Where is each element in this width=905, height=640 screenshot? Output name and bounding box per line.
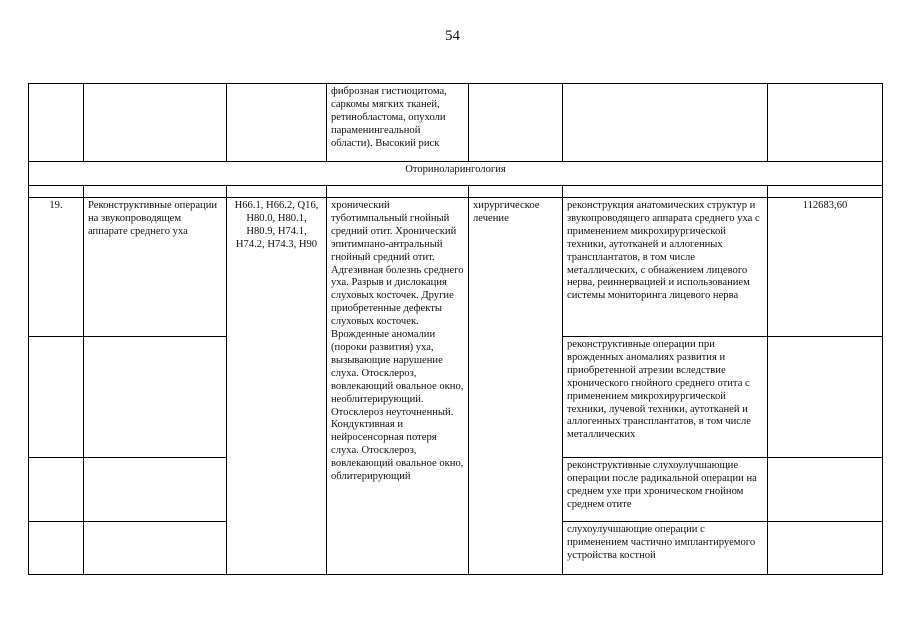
table-cell	[327, 186, 469, 198]
table-cell	[768, 522, 883, 575]
table-cell	[84, 337, 227, 458]
medical-care-table	[28, 83, 883, 575]
entry-amount: 112683,60	[768, 198, 883, 337]
table-cell	[84, 458, 227, 522]
table-cell	[29, 337, 84, 458]
entry-name: Реконструктивные операции на звукопроводящем аппарате среднего уха	[84, 198, 227, 337]
method-cell: слухоулучшающие операции с применением частично имплантируемого устройства костной	[563, 522, 768, 575]
method-cell: реконструкция анатомических структур и звукопроводящего аппарата среднего уха с применением микрохирургической техники, аутотканей и аллогенных трансплантатов, в том числе металлических, с обнажением лицевого нерва, реиннервацией и использованием системы мониторинга лицевого нерва	[563, 198, 768, 337]
table-cell	[84, 186, 227, 198]
table-cell	[29, 84, 84, 162]
table-cell	[768, 337, 883, 458]
table-cell	[768, 186, 883, 198]
table-row	[29, 84, 883, 162]
table-cell	[469, 84, 563, 162]
table-cell	[227, 186, 327, 198]
entry-codes: H66.1, H66.2, Q16, H80.0, H80.1, H80.9, H74.1, H74.2, H74.3, H90	[227, 198, 327, 575]
entry-number: 19.	[29, 198, 84, 337]
table-cell	[29, 522, 84, 575]
table-cell	[563, 186, 768, 198]
table-cell	[563, 84, 768, 162]
entry-diagnosis: хронический туботимпальный гнойный средний отит. Хронический эпитимпано-антральный гнойный средний отит. Адгезивная болезнь среднего уха. Разрыв и дислокация слуховых косточек. Другие приобретенные дефекты слуховых косточек. Врожденные аномалии (пороки развития) уха, вызывающие нарушение слуха. Отосклероз, вовлекающий овальное окно, необлитерирующий. Отосклероз неуточненный. Кондуктивная и нейросенсорная потеря слуха. Отосклероз, вовлекающий овальное окно, облитерирующий	[327, 198, 469, 575]
table-cell	[768, 458, 883, 522]
table-cell	[84, 522, 227, 575]
table-cell	[227, 84, 327, 162]
spacer-row	[29, 186, 883, 198]
table-cell	[84, 84, 227, 162]
page-number: 54	[445, 28, 460, 44]
section-row	[29, 162, 883, 186]
section-title: Оториноларингология	[29, 162, 883, 186]
table-row	[29, 198, 883, 337]
table-cell	[768, 84, 883, 162]
method-cell: реконструктивные операции при врожденных аномалиях развития и приобретенной атрезии вследствие хронического гнойного среднего отита с применением микрохирургической техники, лучевой техники, аутотканей и аллогенных трансплантатов, в том числе металлических	[563, 337, 768, 458]
table-cell	[29, 186, 84, 198]
diagnosis-cell: фиброзная гистиоцитома, саркомы мягких тканей, ретинобластома, опухоли параменингеальной области). Высокий риск	[327, 84, 469, 162]
method-cell: реконструктивные слухоулучшающие операции после радикальной операции на среднем ухе при хроническом гнойном среднем отите	[563, 458, 768, 522]
table-cell	[469, 186, 563, 198]
entry-treatment: хирургическое лечение	[469, 198, 563, 575]
table-cell	[29, 458, 84, 522]
